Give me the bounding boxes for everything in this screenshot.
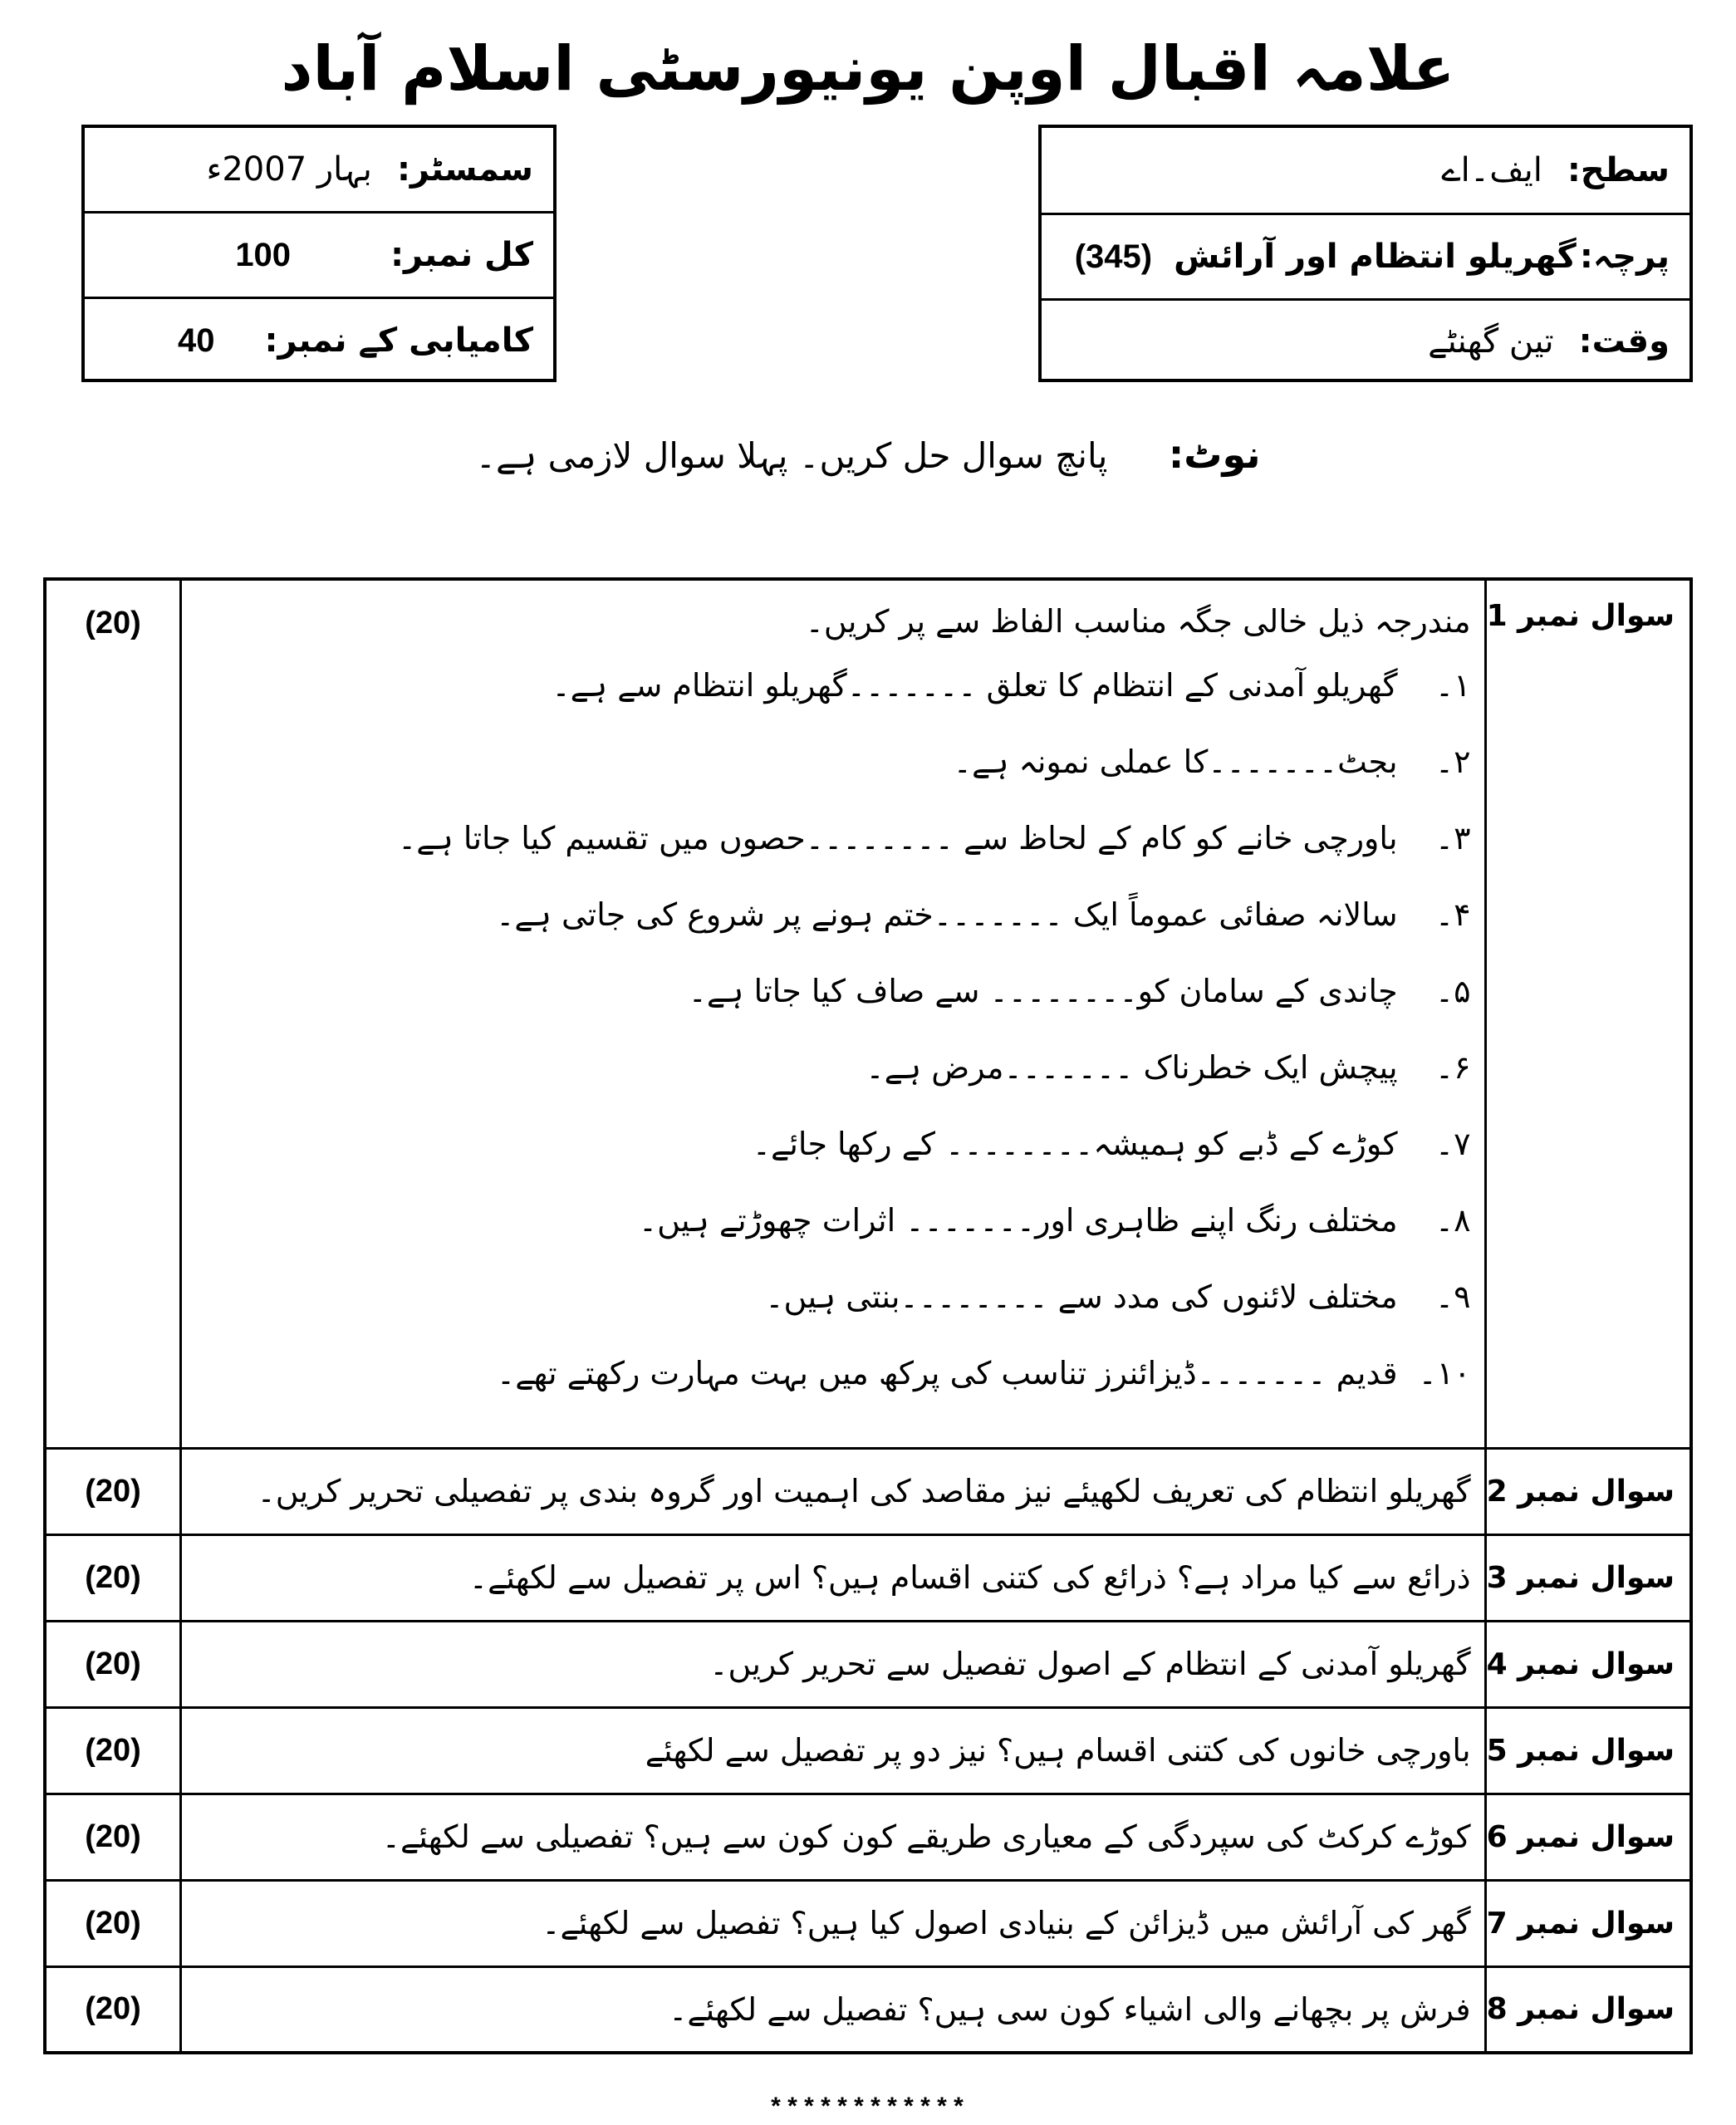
blank-item: ۶۔ پیچش ایک خطرناک ۔۔۔۔۔۔۔مرض ہے۔ xyxy=(866,1049,1471,1086)
question-number: سوال نمبر 6 xyxy=(1485,1794,1691,1880)
question-row xyxy=(45,1534,1691,1621)
time-value: تین گھنٹے xyxy=(1428,322,1554,361)
question-text: گھریلو انتظام کی تعریف لکھیئے نیز مقاصد کی اہمیت اور گروہ بندی پر تفصیلی تحریر کریں۔ xyxy=(181,1448,1486,1534)
blank-item: ۱۰۔ قدیم ۔۔۔۔۔۔۔ڈیزائنرز تناسب کی پرکھ میں بہت مہارت رکھتے تھے۔ xyxy=(496,1355,1471,1391)
question-number: سوال نمبر 8 xyxy=(1485,1966,1691,2053)
pass-marks-row xyxy=(85,299,553,382)
question-text: گھر کی آرائش میں ڈیزائن کے بنیادی اصول کیا ہیں؟ تفصیل سے لکھئے۔ xyxy=(181,1880,1486,1966)
end-of-paper-stars: ************ xyxy=(767,2095,969,2123)
pass-marks-value: 40 xyxy=(178,321,215,359)
question-1-marks: (20) xyxy=(45,579,181,1448)
instruction-note xyxy=(0,432,1736,477)
question-row xyxy=(45,1621,1691,1707)
level-value: ایف۔اے xyxy=(1441,151,1542,189)
question-row xyxy=(45,1448,1691,1534)
question-number: سوال نمبر 3 xyxy=(1485,1534,1691,1621)
question-1-number: سوال نمبر 1 xyxy=(1485,579,1691,1448)
question-row xyxy=(45,1794,1691,1880)
blank-item: ۵۔ چاندی کے سامان کو۔۔۔۔۔۔۔۔ سے صاف کیا جاتا ہے۔ xyxy=(688,973,1471,1009)
question-text: گھریلو آمدنی کے انتظام کے اصول تفصیل سے تحریر کریں۔ xyxy=(181,1621,1486,1707)
blank-item: ۱۔ گھریلو آمدنی کے انتظام کا تعلق ۔۔۔۔۔۔۔گھریلو انتظام سے ہے۔ xyxy=(552,667,1471,704)
total-marks-value: 100 xyxy=(235,236,292,273)
time-row xyxy=(1042,301,1689,382)
marks-info-box xyxy=(81,125,557,382)
blank-item: ۴۔ سالانہ صفائی عموماً ایک ۔۔۔۔۔۔۔ختم ہونے پر شروع کی جاتی ہے۔ xyxy=(496,896,1471,933)
question-number: سوال نمبر 4 xyxy=(1485,1621,1691,1707)
total-marks-row xyxy=(85,213,553,297)
blank-item: ۷۔ کوڑے کے ڈبے کو ہمیشہ۔۔۔۔۔۔۔۔ کے رکھا جائے۔ xyxy=(752,1126,1471,1162)
paper-row xyxy=(1042,215,1689,298)
question-marks: (20) xyxy=(45,1621,181,1707)
semester-row xyxy=(85,128,553,211)
level-label: سطح: xyxy=(1567,151,1670,189)
question-number: سوال نمبر 2 xyxy=(1485,1448,1691,1534)
question-text: ذرائع سے کیا مراد ہے؟ ذرائع کی کتنی اقسام ہیں؟ اس پر تفصیل سے لکھئے۔ xyxy=(181,1534,1486,1621)
note-label: نوٹ: xyxy=(1168,432,1261,477)
question-row xyxy=(45,1707,1691,1794)
question-1-intro: مندرجہ ذیل خالی جگہ مناسب الفاظ سے پر کریں۔ xyxy=(805,603,1471,640)
total-marks-label: کل نمبر: xyxy=(390,236,533,274)
question-marks: (20) xyxy=(45,1794,181,1880)
semester-value: بہار 2007ء xyxy=(206,150,372,189)
question-1-row xyxy=(45,579,1691,1448)
questions-table xyxy=(43,577,1693,2054)
question-marks: (20) xyxy=(45,1880,181,1966)
blank-item: ۲۔ بجٹ۔۔۔۔۔۔۔کا عملی نمونہ ہے۔ xyxy=(953,744,1471,780)
question-text: باورچی خانوں کی کتنی اقسام ہیں؟ نیز دو پر تفصیل سے لکھئے xyxy=(181,1707,1486,1794)
time-label: وقت: xyxy=(1578,322,1670,361)
note-text: پانچ سوال حل کریں۔ پہلا سوال لازمی ہے۔ xyxy=(475,435,1108,476)
question-marks: (20) xyxy=(45,1707,181,1794)
paper-code: (345) xyxy=(1074,238,1153,275)
paper-info-box xyxy=(1038,125,1693,382)
university-title: علامہ اقبال اوپن یونیورسٹی اسلام آباد xyxy=(281,33,1455,105)
pass-marks-label: کامیابی کے نمبر: xyxy=(264,321,533,360)
semester-label: سمسٹر: xyxy=(396,150,533,189)
question-marks: (20) xyxy=(45,1966,181,2053)
question-text: کوڑے کرکٹ کی سپردگی کے معیاری طریقے کون کون سے ہیں؟ تفصیلی سے لکھئے۔ xyxy=(181,1794,1486,1880)
question-marks: (20) xyxy=(45,1448,181,1534)
question-number: سوال نمبر 7 xyxy=(1485,1880,1691,1966)
question-number: سوال نمبر 5 xyxy=(1485,1707,1691,1794)
question-1-content xyxy=(181,579,1486,1448)
blank-item: ۳۔ باورچی خانے کو کام کے لحاظ سے ۔۔۔۔۔۔۔۔حصوں میں تقسیم کیا جاتا ہے۔ xyxy=(398,820,1471,856)
question-row xyxy=(45,1966,1691,2053)
blank-item: ۸۔ مختلف رنگ اپنے ظاہری اور۔۔۔۔۔۔۔ اثرات چھوڑتے ہیں۔ xyxy=(638,1202,1471,1239)
question-marks: (20) xyxy=(45,1534,181,1621)
question-text: فرش پر بچھانے والی اشیاء کون سی ہیں؟ تفصیل سے لکھئے۔ xyxy=(181,1966,1486,2053)
paper-label: پرچہ: xyxy=(1579,238,1670,276)
fill-in-blanks-list xyxy=(182,647,1471,1411)
blank-item: ۹۔ مختلف لائنوں کی مدد سے ۔۔۔۔۔۔۔۔بنتی ہیں۔ xyxy=(765,1278,1471,1315)
question-row xyxy=(45,1880,1691,1966)
level-row xyxy=(1042,128,1689,213)
paper-name: گھریلو انتظام اور آرائش xyxy=(1174,238,1577,276)
